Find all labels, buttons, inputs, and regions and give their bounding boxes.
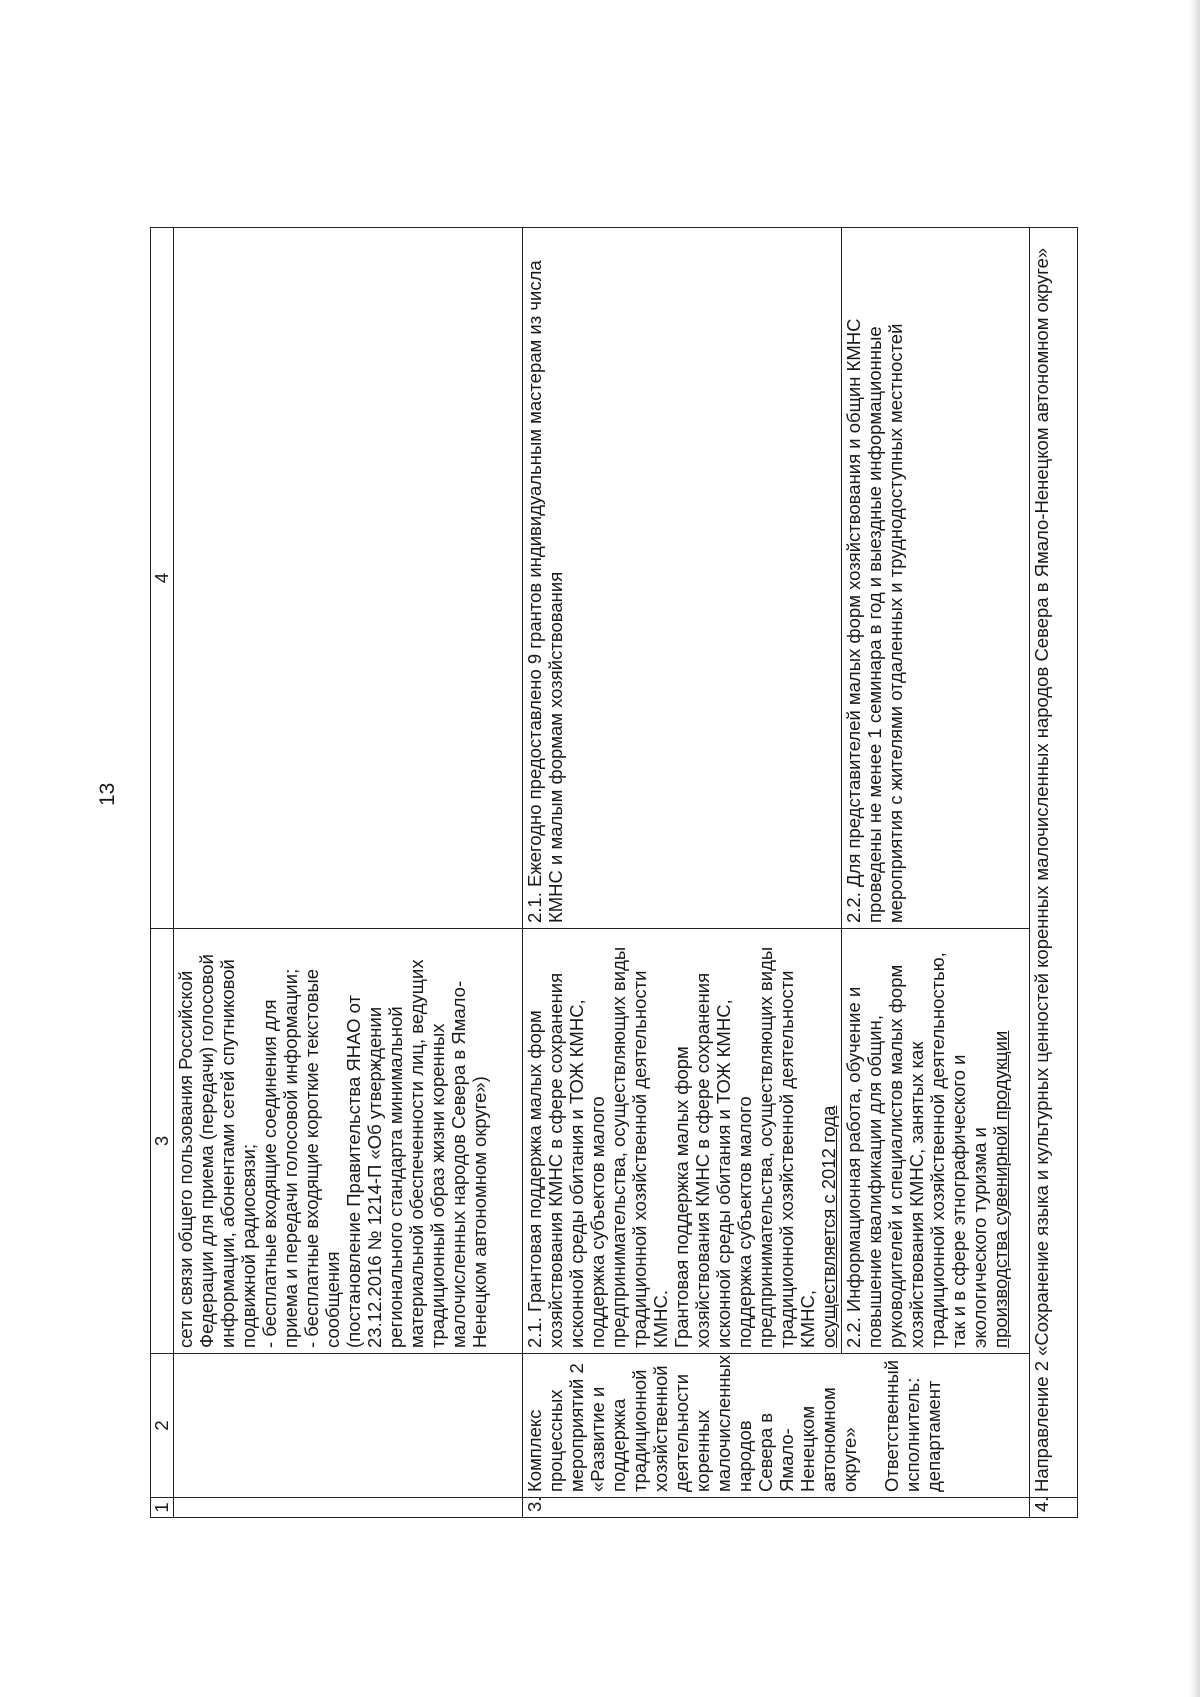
row-3-measure-complex [523,1354,1030,1498]
table-row-3-sub-2 [842,228,1030,1518]
row-3-sub-2-2-result: 2.2. Для представителей малых форм хозяйствования и общин КМНС проведены не менее 1 семинара в год и выездные информационные мероприятия с жителями отдаленных и труднодоступных местностей [842,228,1030,929]
continuation-col-2 [174,1354,523,1498]
header-col-1: 1 [151,1498,174,1518]
row-3-number: 3. [523,1498,1030,1518]
row-3-sub-2-2-description [842,929,1030,1354]
table-row-4 [1030,228,1078,1518]
page-edge-shadow [1190,0,1200,1697]
sub-2-1-text: 2.1. Грантовая поддержка малых форм хозяйствования КМНС в сфере сохранения исконной среды обитания и ТОЖ КМНС, поддержка субъектов малого предпринимательства, осуществляющих виды традиционной хозяйственной деятельности КМНС. Грантовая поддержка малых форм хозяйствования КМНС в сфере сохранения исконной среды обитания и ТОЖ КМНС, поддержка субъектов малого предпринимательства, осуществляющих виды традиционной хозяйственной деятельности КМНС, [524,946,818,1348]
sub-2-2-text: 2.2. Информационная работа, обучение и повышение квалификации для общин, руководителей и специалистов малых форм хозяйствования КМНС, занятых как традиционной хозяйственной деятельностью, так и в сфере этнографического и экологического туризма и [843,952,990,1348]
sub-2-2-text-tail: производства сувенирной продукции [990,1030,1011,1348]
header-col-3: 3 [151,929,174,1354]
header-col-2: 2 [151,1354,174,1498]
continuation-col-4 [174,228,523,929]
row-3-complex-title: Комплекс процессных мероприятий 2 «Развитие и поддержка традиционной хозяйственной деятельности коренных малочисленных народов Севера в Ямало-Ненецком автономном округе» [524,1354,860,1492]
measures-table [150,227,1078,1518]
page-number: 13 [96,782,119,806]
row-3-sub-2-1-result: 2.1. Ежегодно предоставлено 9 грантов индивидуальным мастерам из числа КМНС и малым формам хозяйствования [523,228,842,929]
header-col-4: 4 [151,228,174,929]
document-table-rotated [150,228,1068,1518]
continuation-col-1 [174,1498,523,1518]
table-row-continuation [174,228,523,1518]
row-3-responsible: Ответственный исполнитель: департамент [881,1359,944,1492]
table-header-row [151,228,174,1518]
row-4-number: 4. [1030,1498,1078,1518]
row-4-direction-heading: Направление 2 «Сохранение языка и культурных ценностей коренных малочисленных народов Севера в Ямало-Ненецком автономном округе» [1030,228,1078,1498]
table-row-3 [523,228,842,1518]
row-3-sub-2-1-description [523,929,842,1354]
continuation-col-3: сети связи общего пользования Российской Федерации для приема (передачи) голосовой информации, абонентами сетей спутниковой подвижной радиосвязи; - бесплатные входящие соединения для приема и передачи голосовой информации; - бесплатные входящие короткие текстовые сообщения (постановление Правительства ЯНАО от 23.12.2016 № 1214-П «Об утверждении регионального стандарта минимальной материальной обеспеченности лиц, ведущих традиционный образ жизни коренных малочисленных народов Севера в Ямало-Ненецком автономном округе») [174,929,523,1354]
sub-2-1-text-tail: осуществляется с 2012 года [818,1105,839,1348]
